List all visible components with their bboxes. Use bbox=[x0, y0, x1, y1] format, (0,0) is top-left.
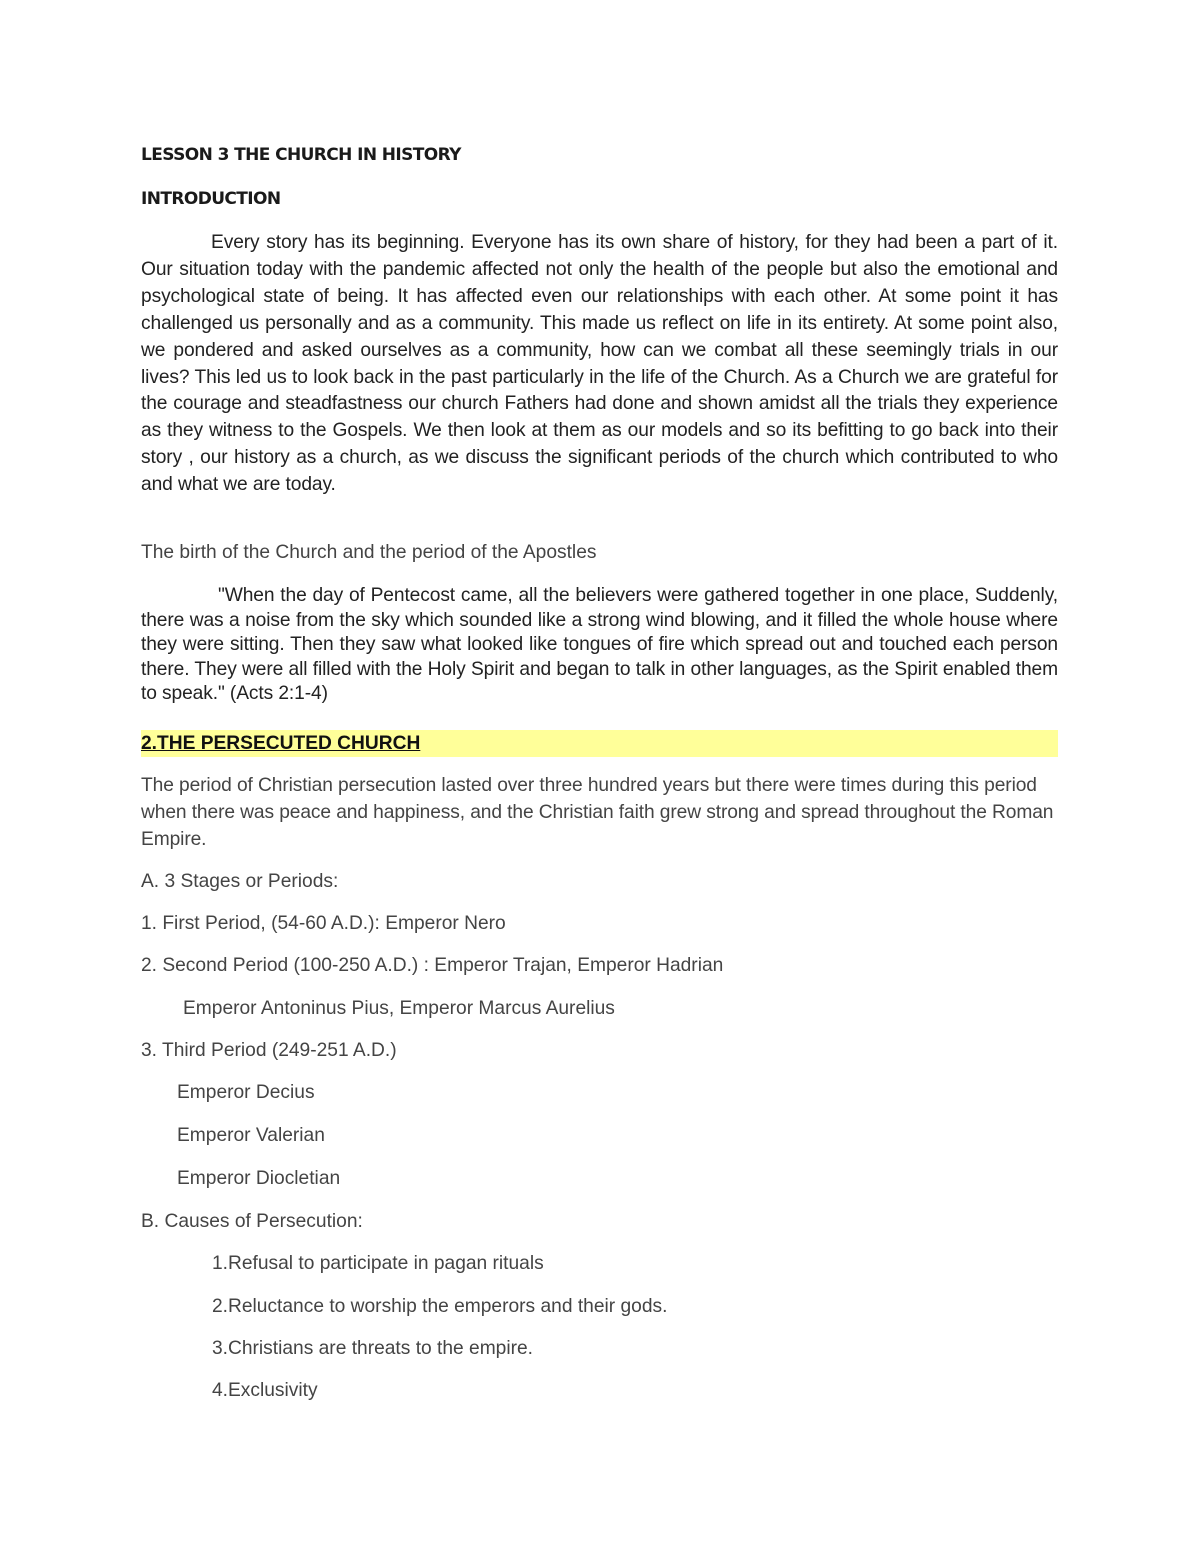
cause-item: 4.Exclusivity bbox=[212, 1380, 318, 1401]
introduction-heading: INTRODUCTION bbox=[141, 189, 281, 209]
section-2-title: 2.THE PERSECUTED CHURCH bbox=[141, 733, 421, 754]
acts-quote-paragraph: "When the day of Pentecost came, all the believers were gathered together in one place, Suddenly, there was a noise from the sky which sounded like a strong wind blowing, and it filled the whole house where they were sitting. Then they saw what looked like tongues of fire which spread out and touched each person there. They were all filled with the Holy Spirit and began to talk in other languages, as the Spirit enabled them to speak." (Acts 2:1-4) bbox=[141, 585, 1058, 705]
lesson-title: LESSON 3 THE CHURCH IN HISTORY bbox=[141, 145, 461, 165]
stage-1-item: 1. First Period, (54-60 A.D.): Emperor Nero bbox=[141, 913, 506, 934]
cause-item: 1.Refusal to participate in pagan rituals bbox=[212, 1253, 544, 1274]
stage-3-emperor: Emperor Valerian bbox=[177, 1125, 325, 1146]
cause-item: 2.Reluctance to worship the emperors and their gods. bbox=[212, 1296, 668, 1317]
stage-3-item: 3. Third Period (249-251 A.D.) bbox=[141, 1040, 397, 1061]
introduction-paragraph: Every story has its beginning. Everyone has its own share of history, for they had been a part of it. Our situation today with the pandemic affected not only the health of the people but also the emotional and psychological state of being. It has affected even our relationships with each other. At some point it has challenged us personally and as a community. This made us reflect on life in its entirety. At some point also, we pondered and asked ourselves as a community, how can we combat all these seemingly trials in our lives? This led us to look back in the past particularly in the life of the Church. As a Church we are grateful for the courage and steadfastness our church Fathers had done and shown amidst all the trials they experience as they witness to the Gospels. We then look at them as our models and so its befitting to go back into their story , our history as a church, as we discuss the significant periods of the church which contributed to who and what we are today. bbox=[141, 232, 1058, 496]
causes-heading: B. Causes of Persecution: bbox=[141, 1211, 363, 1232]
stage-3-emperor: Emperor Diocletian bbox=[177, 1168, 341, 1189]
stages-heading: A. 3 Stages or Periods: bbox=[141, 871, 339, 892]
stage-2-item: 2. Second Period (100-250 A.D.) : Emperor Trajan, Emperor Hadrian bbox=[141, 955, 724, 976]
stage-2-continuation: Emperor Antoninus Pius, Emperor Marcus Aurelius bbox=[183, 998, 615, 1019]
persecution-paragraph: The period of Christian persecution lasted over three hundred years but there were times during this period when there was peace and happiness, and the Christian faith grew strong and spread throughout the Roman Empire. bbox=[141, 775, 1054, 850]
stage-3-emperor: Emperor Decius bbox=[177, 1082, 315, 1103]
birth-of-church-heading: The birth of the Church and the period of the Apostles bbox=[141, 542, 597, 563]
cause-item: 3.Christians are threats to the empire. bbox=[212, 1338, 534, 1359]
